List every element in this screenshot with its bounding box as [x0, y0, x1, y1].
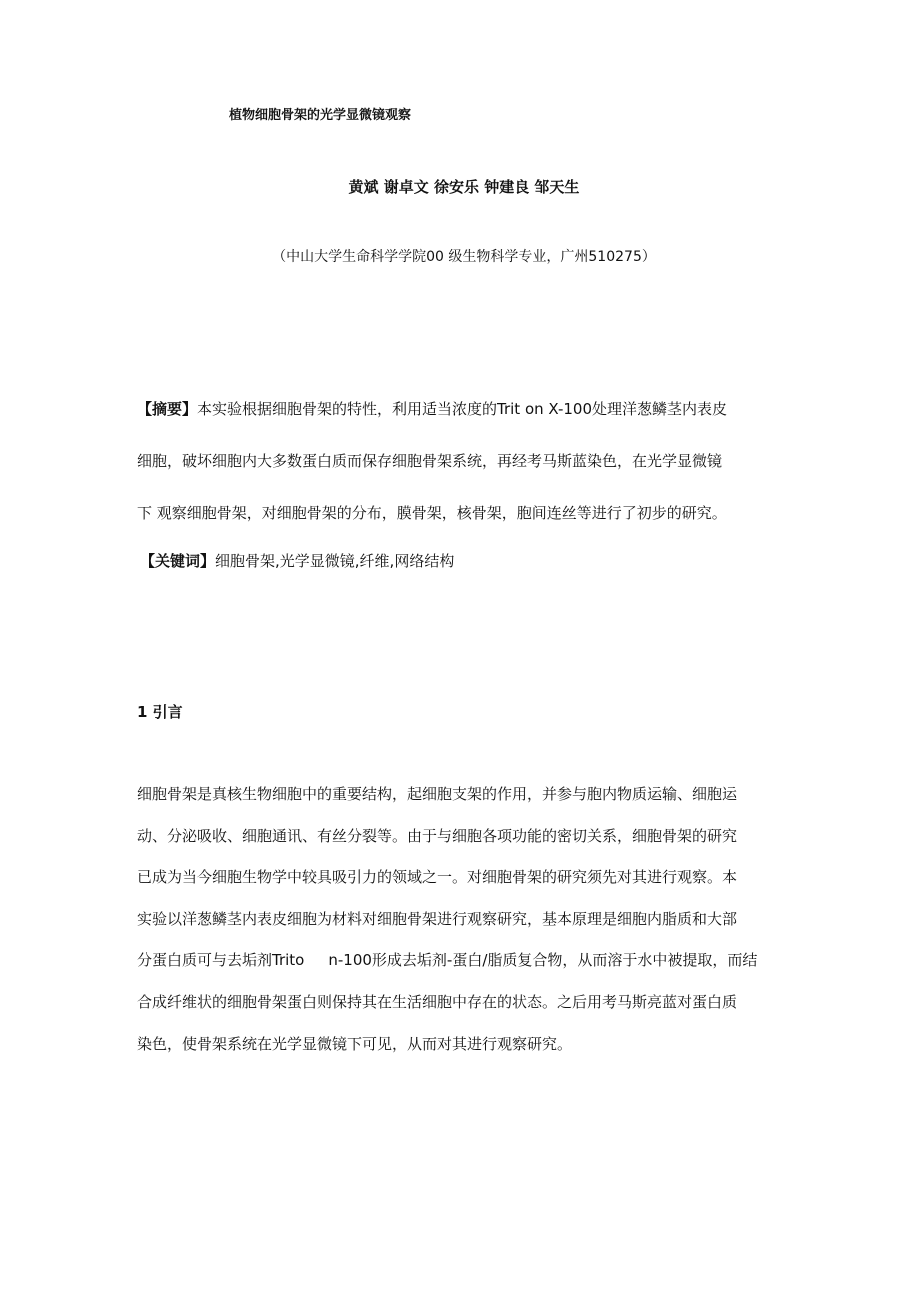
abstract-line: 下 观察细胞骨架，对细胞骨架的分布，膜骨架，核骨架，胞间连丝等进行了初步的研究。	[137, 504, 727, 522]
paragraph-line: 细胞骨架是真核生物细胞中的重要结构，起细胞支架的作用，并参与胞内物质运输、细胞运	[137, 785, 738, 803]
introduction-paragraph	[137, 774, 797, 1065]
author-list: 黄斌 谢卓文 徐安乐 钟建良 邹天生	[348, 178, 580, 196]
author-affiliation: （中山大学生命科学学院00 级生物科学专业，广州510275）	[272, 249, 656, 265]
paragraph-line: 实验以洋葱鳞茎内表皮细胞为材料对细胞骨架进行观察研究，基本原理是细胞内脂质和大部	[137, 909, 738, 928]
paragraph-line: 已成为当今细胞生物学中较具吸引力的领域之一。对细胞骨架的研究须先对其进行观察。本	[137, 868, 738, 887]
paragraph-text: 分蛋白质可与去垢剂Trito	[137, 951, 305, 970]
abstract-line: 细胞，破坏细胞内大多数蛋白质而保存细胞骨架系统，再经考马斯蓝染色，在光学显微镜	[137, 452, 723, 470]
paper-title: 植物细胞骨架的光学显微镜观察	[229, 108, 412, 123]
keywords-block	[140, 550, 454, 571]
abstract-block	[137, 383, 792, 539]
paragraph-line: 合成纤维状的细胞骨架蛋白则保持其在生活细胞中存在的状态。之后用考马斯亮蓝对蛋白质	[137, 992, 738, 1011]
paragraph-line: 染色，使骨架系统在光学显微镜下可见，从而对其进行观察研究。	[137, 1034, 573, 1053]
abstract-text: 本实验根据细胞骨架的特性，利用适当浓度的Trit on X-100处理洋葱鳞茎内表皮	[197, 400, 727, 418]
section-heading-introduction: 1 引言	[137, 703, 183, 721]
keywords-text: 细胞骨架,光学显微镜,纤维,网络结构	[215, 552, 455, 570]
paragraph-line: 动、分泌吸收、细胞通讯、有丝分裂等。由于与细胞各项功能的密切关系，细胞骨架的研究	[137, 826, 738, 845]
paragraph-text: n-100形成去垢剂-蛋白/脂质复合物，从而溶于水中被提取，而结	[328, 951, 758, 970]
paragraph-line	[137, 940, 797, 982]
keywords-label: 【关键词】	[140, 552, 216, 570]
abstract-line	[137, 383, 792, 435]
abstract-label: 【摘要】	[137, 400, 198, 418]
